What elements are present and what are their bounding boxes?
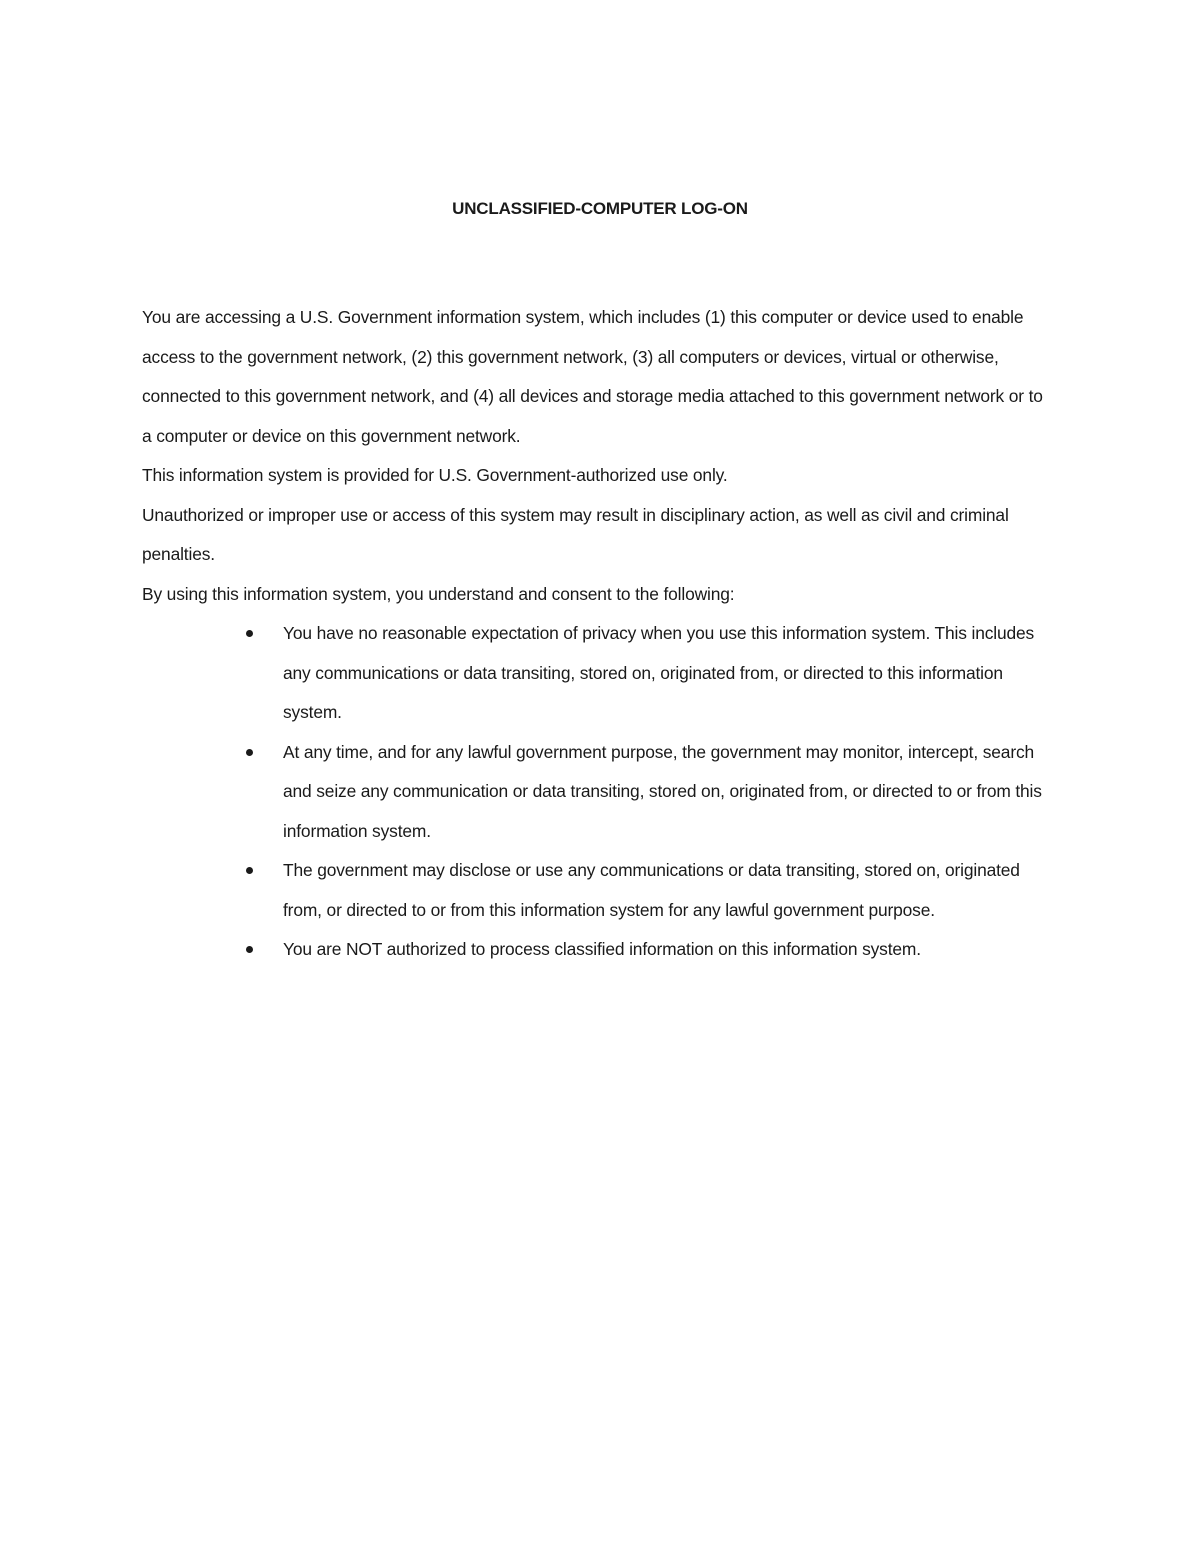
- list-item-text: You are NOT authorized to process classified information on this information system.: [283, 939, 921, 959]
- list-item: [283, 733, 1052, 852]
- consent-list: [142, 614, 1052, 970]
- list-item: [283, 614, 1052, 733]
- bullet-icon: [246, 867, 253, 874]
- list-item-text: The government may disclose or use any communications or data transiting, stored on, originated from, or directed to or from this information system for any lawful government purpose.: [283, 860, 1020, 920]
- paragraph-system-description: You are accessing a U.S. Government information system, which includes (1) this computer or device used to enable access to the government network, (2) this government network, (3) all computers or devices, virtual or otherwise, connected to this government network, and (4) all devices and storage media attached to this government network or to a computer or device on this government network.: [142, 307, 1043, 446]
- list-item: [283, 851, 1052, 930]
- bullet-icon: [246, 749, 253, 756]
- list-item: [283, 930, 1052, 970]
- paragraph-consent-intro: By using this information system, you understand and consent to the following:: [142, 583, 735, 604]
- list-item-text: At any time, and for any lawful government purpose, the government may monitor, intercept, search and seize any communication or data transiting, stored on, originated from, or directed to or from this information system.: [283, 741, 1042, 841]
- paragraph-penalties: Unauthorized or improper use or access of this system may result in disciplinary action, as well as civil and criminal penalties.: [142, 504, 1009, 564]
- document-title: UNCLASSIFIED-COMPUTER LOG-ON: [452, 199, 748, 218]
- document-body: [142, 298, 1052, 970]
- paragraph-authorized-use: This information system is provided for U.S. Government-authorized use only.: [142, 465, 728, 485]
- bullet-icon: [246, 630, 253, 637]
- list-item-text: You have no reasonable expectation of privacy when you use this information system. This includes any communications or data transiting, stored on, originated from, or directed to this information system.: [283, 623, 1035, 722]
- bullet-icon: [246, 946, 253, 953]
